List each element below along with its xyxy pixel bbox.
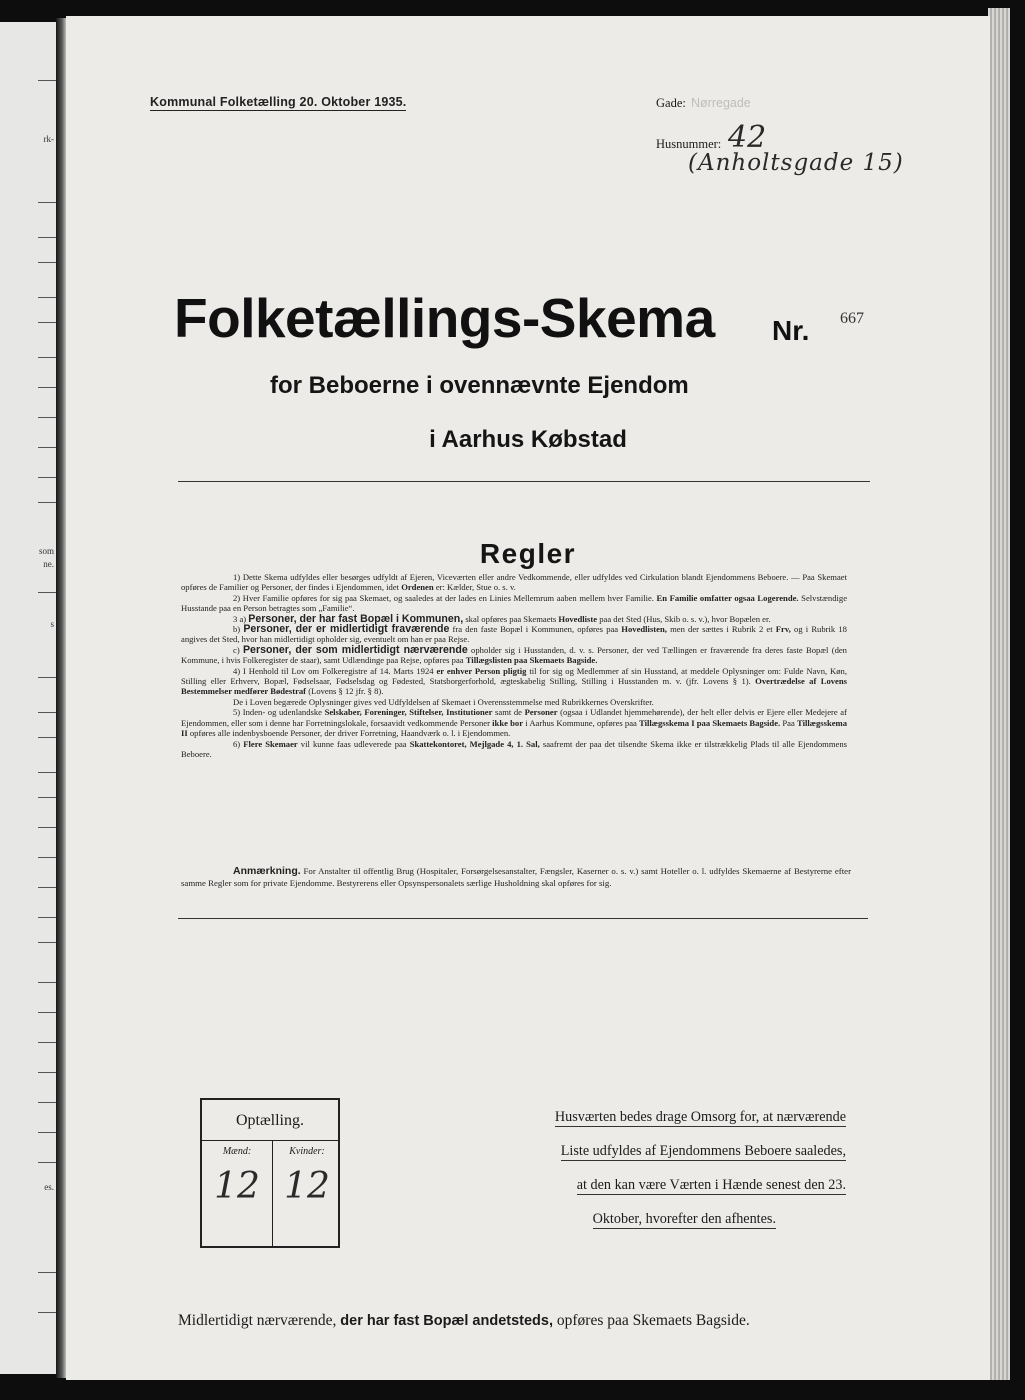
remark-label: Anmærkning. [233, 865, 301, 877]
tally-title: Optælling. [235, 1112, 304, 1129]
census-header-line: Kommunal Folketælling 20. Oktober 1935. [150, 95, 407, 109]
left-page-fragment: s [50, 619, 54, 629]
remark-paragraph [181, 866, 851, 889]
rule-1: 1) Dette Skema udfyldes eller besørges udfyldt af Ejeren, Viceværten eller andre Vedkommende, eller udfyldes ved Cirkulation blandt Ejendommens Beboere. — Paa Skemaet opføres de Familier og Personer, der findes i Ejendommen, idet Ordenen er: Kælder, Stue o. s. v. [181, 572, 847, 593]
page-stack-edge [988, 8, 1010, 1380]
footer-note: Midlertidigt nærværende, der har fast Bopæl andetsteds, opføres paa Skemaets Bagside. [178, 1312, 750, 1329]
left-page-fragment: ne. [43, 559, 54, 569]
left-page-fragment: som [38, 546, 54, 556]
rule-4: 4) I Henhold til Lov om Folkeregistre af 14. Marts 1924 er enhver Person pligtig til for sig og Medlemmer af sin Husstand, at meddele Oplysninger om: Fulde Navn, Køn, Stilling eller Erhverv, Bopæl, Fødselsaar, Fødselsdag og Fødested, Statsborgerforhold, ægteskabelig Stilling, Stilling i Husstanden m. v. (jfr. Lovens § 1). Overtrædelse af Lovens Bestemmelser medfører Bødestraf (Lovens § 12 jfr. § 8). [181, 665, 847, 697]
street-label: Gade: [656, 96, 686, 110]
rules-text [181, 572, 847, 759]
tally-women-value: 12 [284, 1166, 330, 1207]
rule-4-note: De i Loven begærede Oplysninger gives ved Udfyldelsen af Skemaet i Overensstemmelse med Rubrikkernes Overskrifter. [233, 696, 654, 707]
rule-3c: c) Personer, der som midlertidigt nærværende opholder sig i Husstanden, d. v. s. Personer, der ved Tællingen er fraværende fra deres faste Bopæl (den Kommune, i hvis Folkeregister de staar), samt Udlændinge paa Rejse, opføres paa Tillægslisten paa Skemaets Bagside. [181, 643, 847, 666]
rule-6: 6) Flere Skemaer vil kunne faas udleverede paa Skattekontoret, Mejlgade 4, 1. Sal, saafremt der paa det tilsendte Skema ikke er tilstrækkelig Plads til alle Ejendommens Beboere. [181, 738, 848, 759]
tally-women-label: Kvinder: [289, 1146, 325, 1157]
book-gutter [56, 18, 66, 1378]
rules-heading: Regler [479, 538, 577, 569]
rule-3b: b) Personer, der er midlertidigt fraværende fra den faste Bopæl i Kommunen, opføres paa Hovedlisten, men der sættes i Rubrik 2 et Frv, og i Rubrik 18 angives det Sted, hvor han midlertidigt opholder sig, eventuelt om han er paa Rejse. [181, 623, 847, 645]
tally-men-label: Mænd: [222, 1146, 252, 1157]
notice-line: Oktober, hvorefter den afhentes. [592, 1211, 776, 1227]
landlord-notice [496, 1108, 846, 1244]
tally-box [200, 1098, 340, 1248]
remark-text: For Anstalter til offentlig Brug (Hospitaler, Forsørgelsesanstalter, Fængsler, Kaserner o. s. v.) samt Hoteller o. l. udfyldes Skemaerne af Bestyrerne efter samme Regler som for private Ejendomme. Bestyrerens eller Opsynspersonalets særlige Husholdning skal opføres for sig. [181, 866, 852, 888]
form-number-label: Nr. [772, 315, 810, 346]
rule-2: 2) Hver Familie opføres for sig paa Skemaet, og saaledes at der lades en Linies Mellemrum aaben mellem hver Familie. En Familie omfatter ogsaa Logerende. Selvstændige Husstande paa en Person betragtes som „Familie“. [181, 592, 848, 614]
house-number-handwritten: 42 [728, 120, 767, 155]
street-value-stamp: Nørregade [691, 96, 751, 110]
census-form-page [66, 16, 990, 1380]
rule-5: 5) Inden- og udenlandske Selskaber, Foreninger, Stiftelser, Institutioner samt de Personer (ogsaa i Udlandet hjemmehørende), der helt eller delvis er Ejere eller Medejere af Ejendommen, eller som i denne har Forretningslokale, forsaavidt vedkommende Personer ikke bor i Aarhus Kommune, opføres paa Tillægsskema I paa Skemaets Bagside. Paa Tillægsskema II opføres alle indenbysboende Personer, der driver Forretning, Haandværk o. l. i Ejendommen. [181, 707, 847, 739]
notice-line: Husværten bedes drage Omsorg for, at nærværende [554, 1109, 846, 1125]
divider [178, 918, 868, 919]
notice-line: Liste udfyldes af Ejendommens Beboere saaledes, [560, 1143, 846, 1159]
form-title: Folketællings-Skema [174, 287, 715, 349]
rule-3a: 3 a) Personer, der har fast Bopæl i Kommunen, skal opføres paa Skemaets Hovedliste paa det Sted (Hus, Skib o. s. v.), hvor Bopælen er. [233, 612, 771, 625]
house-number-label: Husnummer: [656, 137, 722, 151]
previous-page-strip [0, 22, 56, 1374]
form-number-stamp: 667 [840, 310, 864, 327]
form-subtitle-town: i Aarhus Købstad [429, 426, 627, 453]
left-page-fragment: es. [44, 1182, 54, 1192]
form-subtitle-residents: for Beboerne i ovennævnte Ejendom [270, 372, 689, 399]
house-number-note-handwritten: (Anholtsgade 15) [688, 150, 904, 176]
left-page-fragment: rk- [43, 134, 54, 144]
tally-men-value: 12 [214, 1166, 260, 1207]
divider [178, 481, 870, 482]
notice-line: at den kan være Værten i Hænde senest den 23. [576, 1177, 846, 1193]
